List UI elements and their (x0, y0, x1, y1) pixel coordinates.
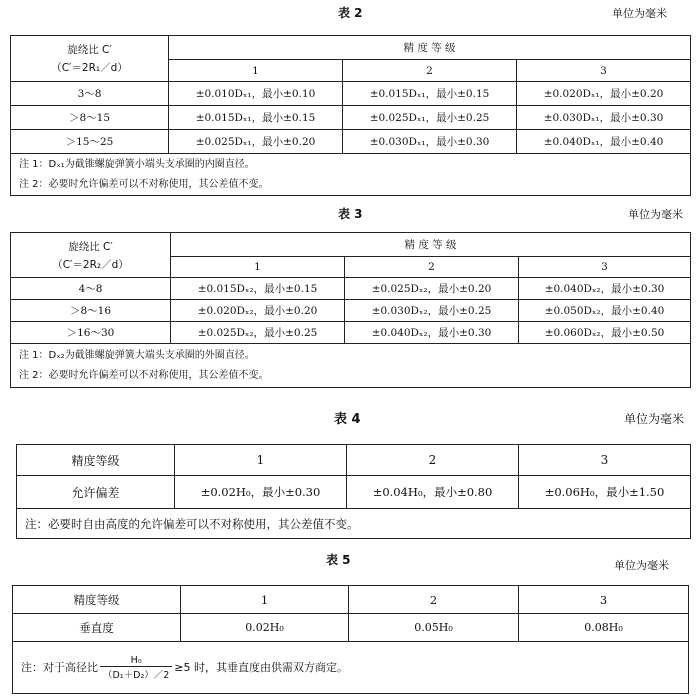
table2-grade: 1 (169, 60, 343, 82)
table3-cell: ±0.050Dₓ₂，最小±0.40 (519, 300, 691, 322)
table3-unit: 单位为毫米 (628, 208, 683, 221)
table2-cell: ＞8～15 (11, 106, 169, 130)
table5-caption: 表 5 (326, 553, 351, 567)
table5-note (13, 642, 689, 694)
table3-grade: 3 (519, 257, 691, 278)
table2-cell: ±0.030Dₓ₁，最小±0.30 (517, 106, 691, 130)
table5-row-label: 垂直度 (13, 614, 181, 642)
table4-cell: ±0.06H₀，最小±1.50 (519, 476, 691, 509)
table2-cell: ±0.010Dₓ₁，最小±0.10 (169, 82, 343, 106)
table3-ratio-formula: （C′＝2R₂／d） (52, 258, 129, 271)
table5-grade: 2 (349, 586, 519, 614)
fraction-denominator: （D₁＋D₂）／2 (103, 669, 170, 681)
table3 (10, 232, 691, 388)
table3-cell: 4～8 (11, 278, 171, 300)
table3-note1: 注 1：Dₓ₂为截锥螺旋弹簧大端头支承圈的外圈直径。 (19, 349, 255, 361)
table2-grade-header: 精 度 等 级 (169, 36, 691, 60)
table2-notes (11, 154, 691, 196)
table2-ratio-label: 旋绕比 C′ (67, 44, 112, 56)
table4-cell: ±0.02H₀，最小±0.30 (175, 476, 347, 509)
table-row (11, 322, 691, 344)
table2-cell: ±0.025Dₓ₁，最小±0.20 (169, 130, 343, 154)
table4-caption: 表 4 (334, 412, 361, 427)
table4-note: 注：必要时自由高度的允许偏差可以不对称使用，其公差值不变。 (17, 509, 691, 539)
fraction-numerator: H₀ (100, 655, 172, 667)
table3-cell: ±0.040Dₓ₂，最小±0.30 (519, 278, 691, 300)
table4-grade: 3 (519, 445, 691, 476)
table-row (11, 130, 691, 154)
table3-grade: 2 (345, 257, 519, 278)
table-row (11, 106, 691, 130)
table2-grade: 2 (343, 60, 517, 82)
table5-unit: 单位为毫米 (614, 559, 669, 572)
table3-caption: 表 3 (338, 207, 363, 221)
table2-cell: ±0.020Dₓ₁，最小±0.20 (517, 82, 691, 106)
table2-cell: 3～8 (11, 82, 169, 106)
table2-ratio-formula: （C′＝2R₁／d） (51, 62, 128, 74)
table2-note2: 注 2：必要时允许偏差可以不对称使用，其公差值不变。 (19, 178, 269, 190)
table2-cell: ±0.030Dₓ₁，最小±0.30 (343, 130, 517, 154)
table3-cell: ±0.025Dₓ₂，最小±0.25 (171, 322, 345, 344)
table3-notes (11, 344, 691, 388)
table-row (11, 300, 691, 322)
table2-ratio-header (11, 36, 169, 82)
table2-cell: ±0.015Dₓ₁，最小±0.15 (169, 106, 343, 130)
table-row (11, 82, 691, 106)
table4-row-label: 允许偏差 (17, 476, 175, 509)
table-row (11, 278, 691, 300)
table2-grade: 3 (517, 60, 691, 82)
table5-cell: 0.05H₀ (349, 614, 519, 642)
table3-cell: ±0.025Dₓ₂，最小±0.20 (345, 278, 519, 300)
table3-grade: 1 (171, 257, 345, 278)
table2-cell: ＞15～25 (11, 130, 169, 154)
table3-cell: ±0.060Dₓ₂，最小±0.50 (519, 322, 691, 344)
table4-grade: 1 (175, 445, 347, 476)
table3-cell: ＞8～16 (11, 300, 171, 322)
table2-cell: ±0.040Dₓ₁，最小±0.40 (517, 130, 691, 154)
table3-cell: ±0.030Dₓ₂，最小±0.25 (345, 300, 519, 322)
table4-cell: ±0.04H₀，最小±0.80 (347, 476, 519, 509)
table3-cell: ＞16～30 (11, 322, 171, 344)
table2-note1: 注 1：Dₓ₁为截锥螺旋弹簧小端头支承圈的内圈直径。 (19, 158, 255, 170)
table5-note-prefix: 注：对于高径比 (21, 660, 98, 674)
table5 (12, 585, 689, 694)
table3-note2: 注 2：必要时允许偏差可以不对称使用，其公差值不变。 (19, 369, 269, 381)
table5-grade: 3 (519, 586, 689, 614)
table3-ratio-label: 旋绕比 C′ (68, 240, 113, 253)
table3-grade-header: 精 度 等 级 (171, 233, 691, 257)
table5-grade-label: 精度等级 (13, 586, 181, 614)
table5-note-suffix: ≥5 时，其垂直度由供需双方商定。 (174, 660, 349, 674)
table4-unit: 单位为毫米 (624, 412, 685, 426)
table2-caption: 表 2 (338, 6, 363, 20)
table5-cell: 0.02H₀ (181, 614, 349, 642)
table3-cell: ±0.020Dₓ₂，最小±0.20 (171, 300, 345, 322)
table5-grade: 1 (181, 586, 349, 614)
table3-cell: ±0.015Dₓ₂，最小±0.15 (171, 278, 345, 300)
table3-ratio-header (11, 233, 171, 278)
table-row (13, 614, 689, 642)
aspect-ratio-fraction (100, 655, 172, 681)
table2-unit: 单位为毫米 (612, 7, 667, 20)
table3-cell: ±0.040Dₓ₂，最小±0.30 (345, 322, 519, 344)
table4-grade-label: 精度等级 (17, 445, 175, 476)
table2-cell: ±0.025Dₓ₁，最小±0.25 (343, 106, 517, 130)
table-row (17, 476, 691, 509)
table4 (16, 444, 691, 539)
table5-cell: 0.08H₀ (519, 614, 689, 642)
table2-cell: ±0.015Dₓ₁，最小±0.15 (343, 82, 517, 106)
table2 (10, 35, 691, 196)
table4-grade: 2 (347, 445, 519, 476)
